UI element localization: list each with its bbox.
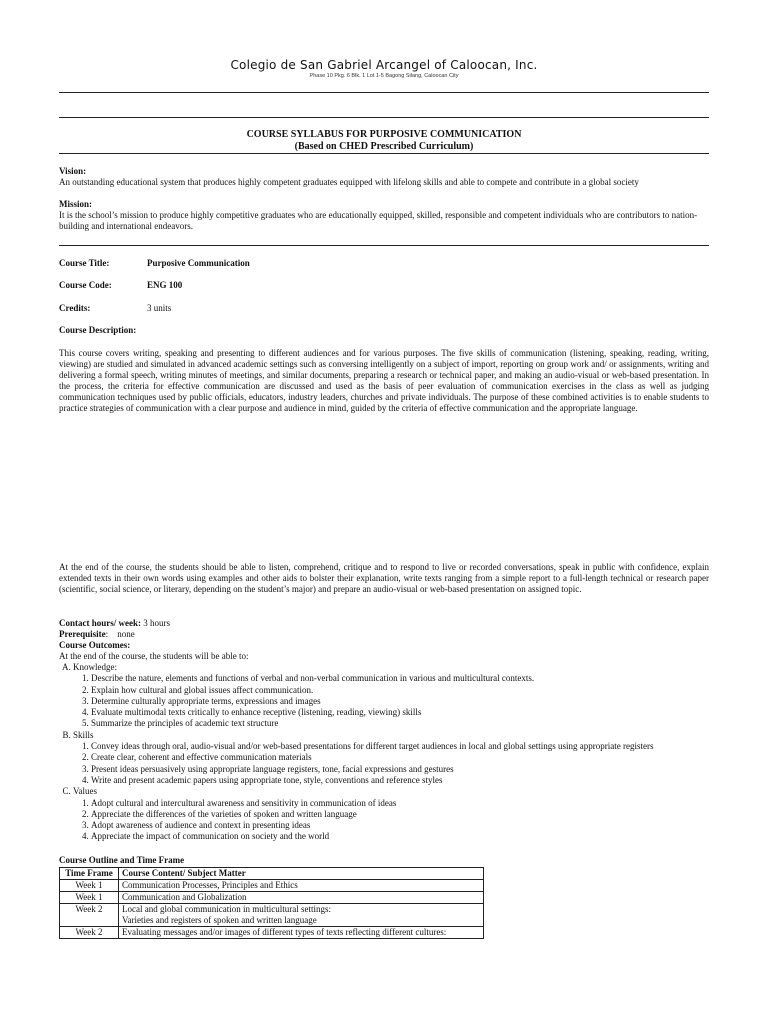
content-line: Communication and Globalization — [122, 892, 247, 902]
table-row — [60, 927, 484, 939]
school-name: Colegio de San Gabriel Arcangel of Caloocan, Inc. — [230, 58, 538, 72]
outcome-group-name: Knowledge: — [73, 662, 117, 672]
vision-label: Vision: — [59, 166, 87, 176]
week-cell: Week 2 — [60, 904, 119, 927]
table-row — [60, 880, 484, 892]
school-address: Phase 10 Pkg. 6 Blk. 1 Lot 1-5 Bagong Silang, Caloocan City — [309, 73, 459, 79]
content-line: Communication Processes, Principles and Ethics — [122, 880, 298, 890]
list-item: 2. Explain how cultural and global issues affect communication. — [91, 685, 709, 696]
mission-text: It is the school’s mission to produce highly competitive graduates who are educationally equipped, skilled, responsible and competent individuals who are contributors to nation-building and international endeavors. — [59, 210, 698, 231]
outcomes-list — [59, 662, 709, 843]
content-cell — [119, 927, 484, 939]
vision-text: An outstanding educational system that produces highly competent graduates equipped with lifelong skills and able to compete and contribute in a global society — [59, 177, 639, 187]
table-row — [60, 904, 484, 927]
list-item: 4. Appreciate the impact of communication on society and the world — [91, 831, 709, 842]
outcome-group-values — [73, 786, 709, 842]
outcomes-section — [59, 618, 709, 843]
contact-hours-row — [59, 618, 709, 629]
mission-rule — [59, 245, 709, 246]
content-line: Local and global communication in multicultural settings: — [122, 904, 331, 914]
title-rule-bottom — [59, 153, 709, 154]
prerequisite-value: none — [117, 629, 135, 639]
mission-label: Mission: — [59, 199, 93, 209]
course-outline-label: Course Outline and Time Frame — [59, 855, 185, 865]
outcome-group-knowledge — [73, 662, 709, 730]
time-frame-header: Time Frame — [60, 868, 119, 880]
list-item: 1. Describe the nature, elements and functions of verbal and non-verbal communication in various and multicultural contexts. — [91, 673, 709, 684]
content-cell — [119, 892, 484, 904]
course-title-value: Purposive Communication — [147, 258, 250, 268]
values-list — [73, 798, 709, 843]
course-outcomes-label: Course Outcomes: — [59, 640, 131, 650]
list-item: 4. Evaluate multimodal texts critically to enhance receptive (listening, reading, viewing) skills — [91, 707, 709, 718]
contact-hours-value: 3 hours — [143, 618, 170, 628]
header-rule — [59, 92, 709, 93]
content-cell — [119, 880, 484, 892]
list-item: 1. Adopt cultural and intercultural awareness and sensitivity in communication of ideas — [91, 798, 709, 809]
course-description-text: This course covers writing, speaking and presenting to different audiences and for various purposes. The five skills of communication (listening, speaking, reading, writing, viewing) are studied and simulated in advanced academic settings such as conversing intelligently on a subject of import, reporting on group work and/ or assignments, writing and delivering a formal speech, writing minutes of meetings, and similar documents, preparing a research or technical paper, and making an audio-visual or web-based presentation. In the process, the criteria for effective communication are discussed and used as the basis of peer evaluation of communication exercises in the class as well as judging communication techniques used by public officials, educators, industry leaders, churches and private individuals. The purpose of these combined activities is to enable students to practice strategies of communication with a clear purpose and audience in mind, guided by the criteria of effective communication and the appropriate language. — [59, 348, 709, 413]
course-title-label: Course Title: — [59, 258, 110, 268]
content-line: Evaluating messages and/or images of different types of texts reflecting different cultures: — [122, 927, 447, 937]
credits-value: 3 units — [147, 303, 172, 313]
outcome-group-name: Values — [73, 786, 97, 797]
content-header: Course Content/ Subject Matter — [119, 868, 484, 880]
list-item: 3. Present ideas persuasively using appropriate language registers, tone, facial expressions and gestures — [91, 764, 709, 775]
outcome-group-name: Skills — [73, 729, 94, 740]
course-outcomes-intro: At the end of the course, the students will be able to: — [59, 651, 249, 661]
content-cell — [119, 904, 484, 927]
list-item: 2. Appreciate the differences of the varieties of spoken and written language — [91, 809, 709, 820]
list-item: 4. Write and present academic papers using appropriate tone, style, conventions and reference styles — [91, 775, 709, 786]
week-cell: Week 1 — [60, 892, 119, 904]
list-item: 3. Determine culturally appropriate terms, expressions and images — [91, 696, 709, 707]
title-rule-top — [59, 117, 709, 118]
outcome-group-skills — [73, 730, 709, 786]
contact-hours-label: Contact hours/ week: — [59, 618, 141, 628]
credits-label: Credits: — [59, 303, 91, 313]
week-cell: Week 1 — [60, 880, 119, 892]
knowledge-list — [73, 673, 709, 729]
mission-section — [59, 199, 709, 232]
skills-list — [73, 741, 709, 786]
list-item: 3. Adopt awareness of audience and context in presenting ideas — [91, 820, 709, 831]
vision-section — [59, 166, 709, 188]
course-description-label: Course Description: — [59, 325, 137, 335]
list-item: 1. Convey ideas through oral, audio-visual and/or web-based presentations for different target audiences in local and global settings using appropriate registers — [91, 741, 709, 752]
course-code-label: Course Code: — [59, 280, 112, 290]
table-row — [60, 892, 484, 904]
prerequisite-label: Prerequisite — [59, 629, 106, 639]
content-line: Varieties and registers of spoken and written language — [122, 915, 317, 925]
syllabus-title: COURSE SYLLABUS FOR PURPOSIVE COMMUNICATION — [246, 129, 522, 140]
list-item: 2. Create clear, coherent and effective communication materials — [91, 752, 709, 763]
course-end-paragraph: At the end of the course, the students should be able to listen, comprehend, critique and to respond to live or recorded conversations, speak in public with confidence, explain extended texts in their own words using examples and other aids to bolster their explanation, write texts ranging from a simple report to a full-length technical or research paper (scientific, social science, or literary, depending on the student’s major) and prepare an audio-visual or web-based presentation on assigned topic. — [59, 562, 709, 594]
list-item: 5. Summarize the principles of academic text structure — [91, 718, 709, 729]
table-header-row — [60, 868, 484, 880]
course-code-value: ENG 100 — [147, 280, 183, 290]
course-outline-table — [59, 867, 484, 939]
prerequisite-row: Prerequisite: none — [59, 629, 135, 639]
week-cell: Week 2 — [60, 927, 119, 939]
syllabus-subtitle: (Based on CHED Prescribed Curriculum) — [294, 141, 474, 152]
